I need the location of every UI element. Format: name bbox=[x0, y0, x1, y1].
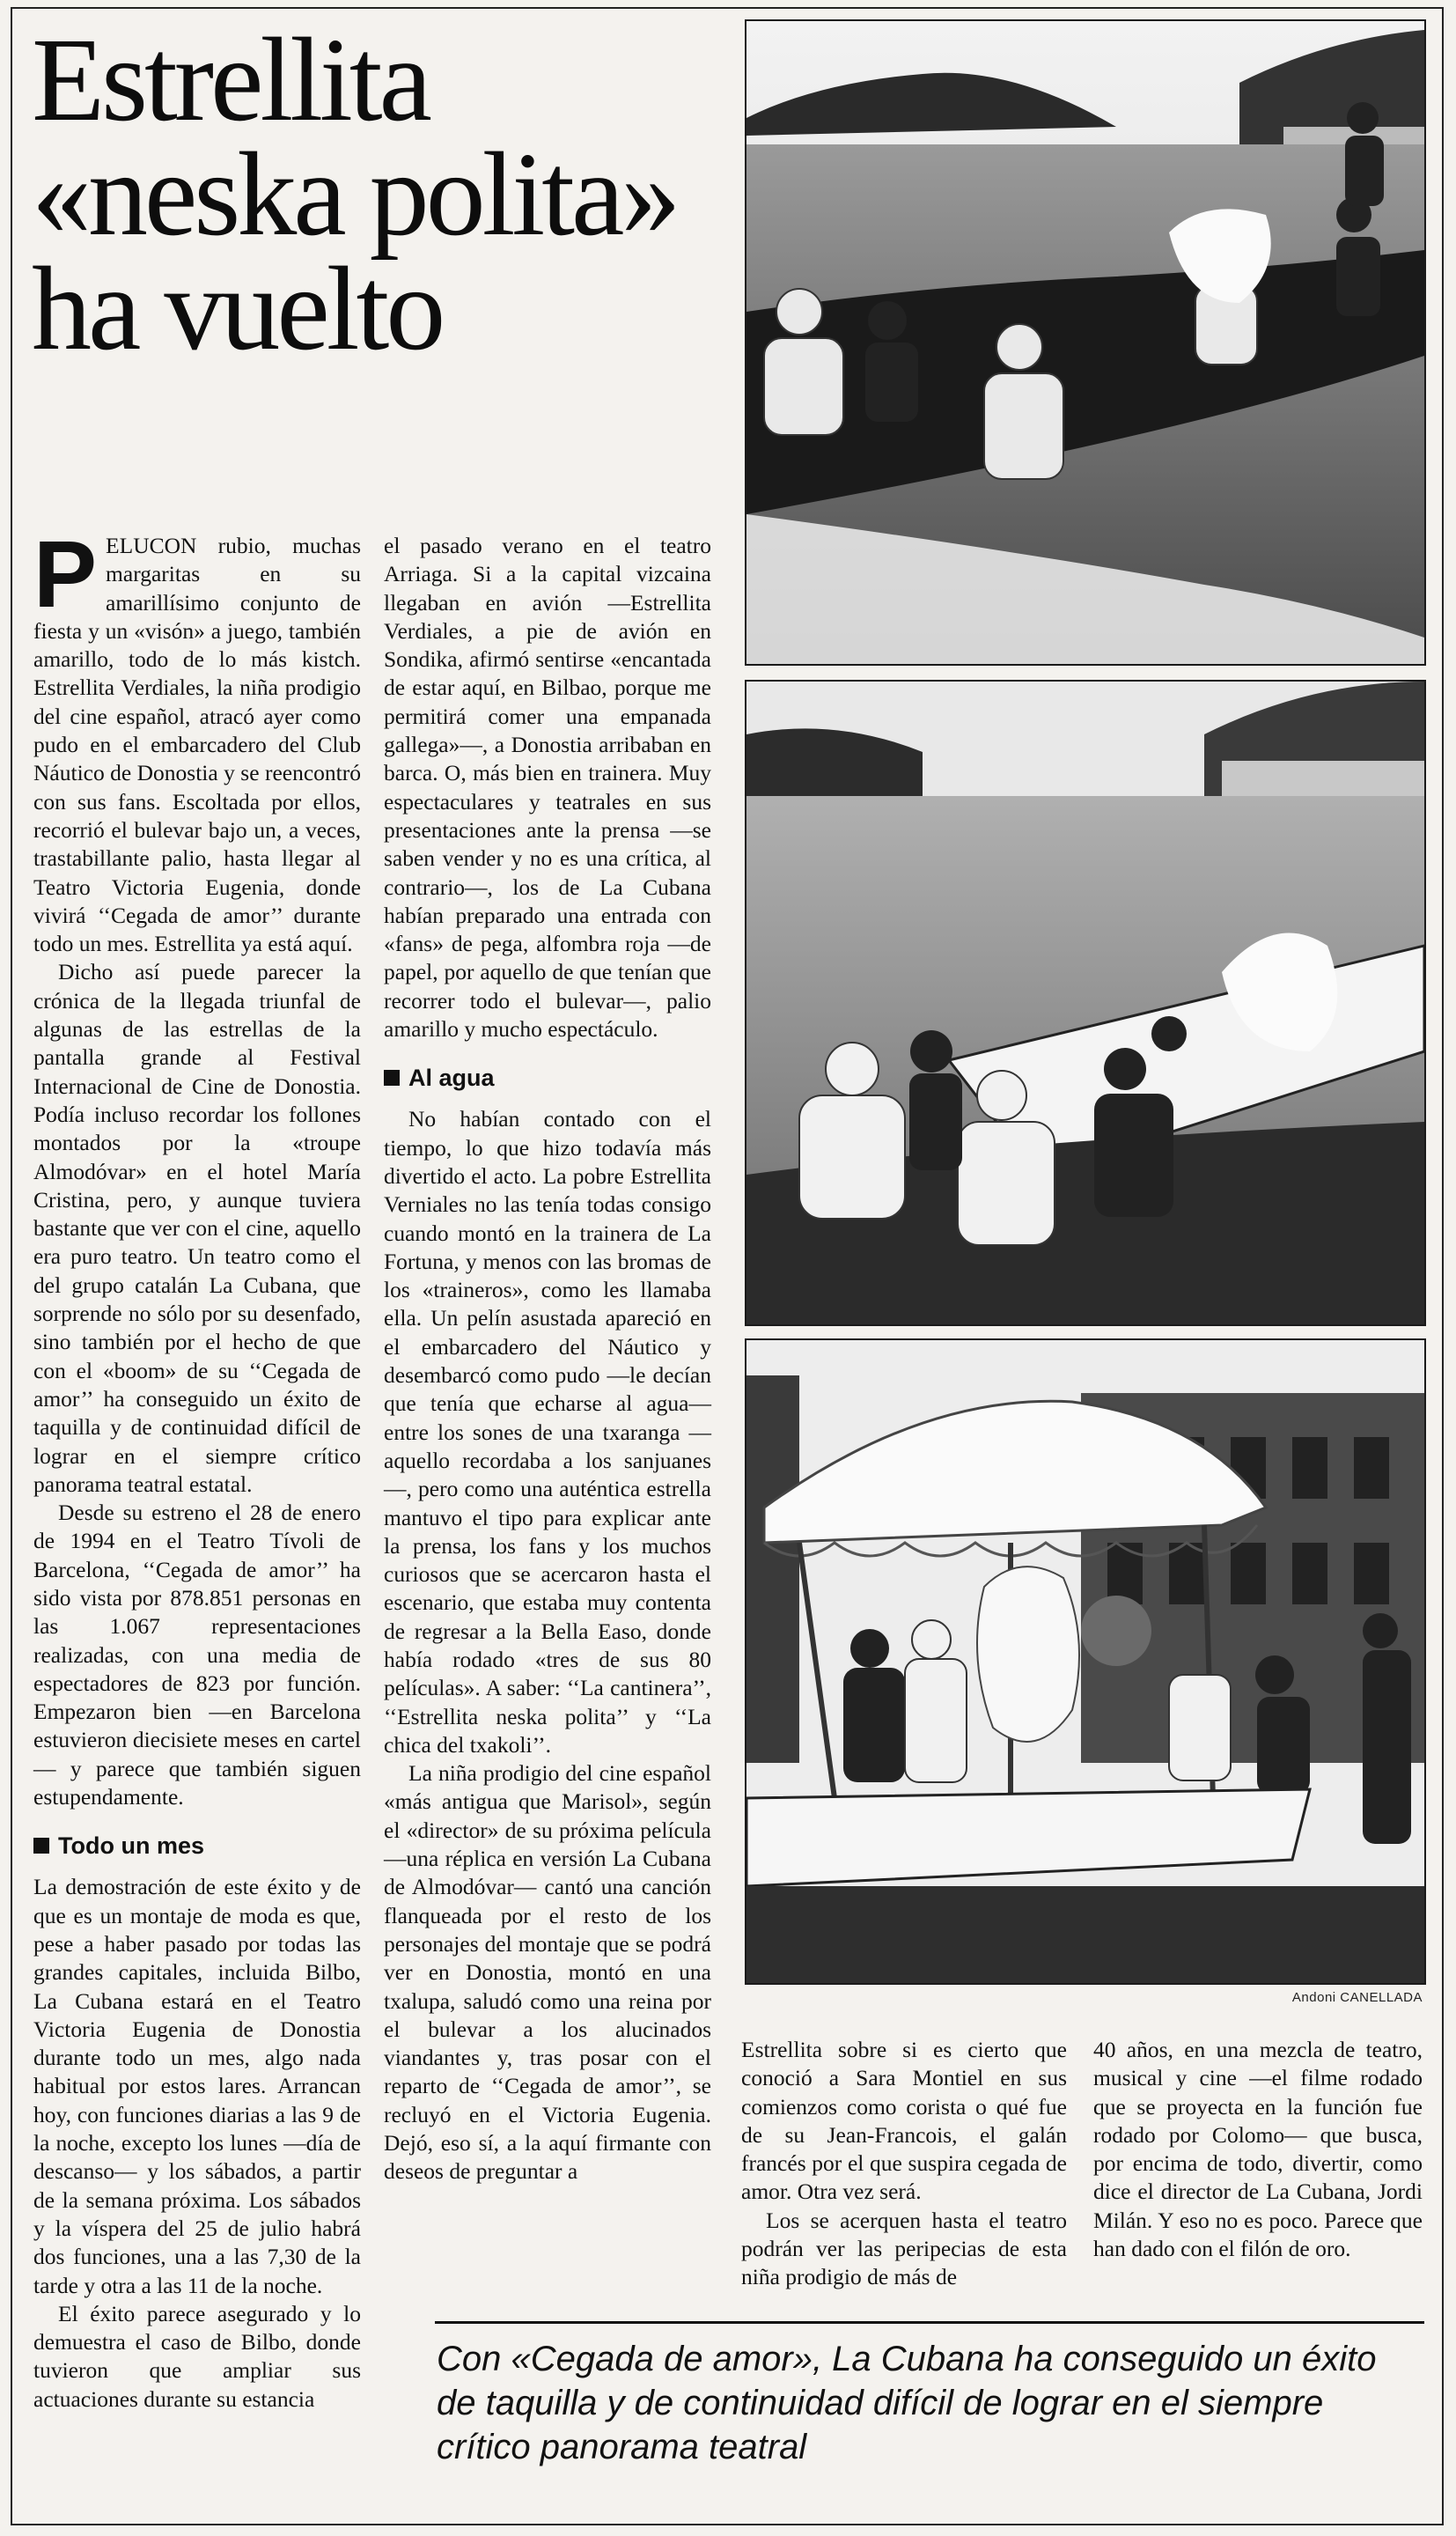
photo-trainera bbox=[745, 680, 1426, 1326]
paragraph-8: La niña prodigio del cine español «más antigua que Marisol», según el «director» de su próxima película —una réplica en versión La Cubana de Almodóvar— cantó una canción flanqueada por el resto de los personajes del montaje que se podrá ver en Donostia, montó en una txalupa, saludó como una reina por el bulevar a los alucinados viandantes y, tras posar con el reparto de ‘‘Cegada de amor’’, se recluyó en el Victoria Eugenia. Dejó, eso sí, a la aquí firmante con deseos de preguntar a bbox=[384, 1760, 711, 2185]
paragraph-4: La demostración de este éxito y de que es un montaje de moda es que, pese a haber pasado por todas las grandes capitales, incluida Bilbo, La Cubana estará en el Teatro Victoria Eugenia de Donostia durante todo un mes, algo nada habitual por estos lares. Arrancan hoy, con funciones diarias a las 9 de la noche, excepto los lunes —día de descanso— y los sábados, a partir de la semana próxima. Los sábados y la víspera del 25 de julio habrá dos funciones, una a las 7,30 de la tarde y otra a las 11 de la noche. bbox=[33, 1874, 361, 2298]
subhead-al-agua: Al agua bbox=[384, 1063, 711, 1093]
pull-quote-rule bbox=[435, 2321, 1424, 2324]
article-column-2 bbox=[384, 532, 711, 2186]
headline-line-2: «neska polita» bbox=[32, 129, 678, 261]
article-column-1 bbox=[33, 520, 361, 2414]
photo-parasol-boat bbox=[745, 1338, 1426, 1985]
lead-paragraph: PELUCON rubio, muchas margaritas en su amarillísimo conjunto de fiesta y un «visón» a juego, también amarillo, todo de lo más kistch. Estrellita Verdiales, la niña prodigio del cine español, atracó ayer como pudo en el embarcadero del Club Náutico de Donostia y se reencontró con sus fans. Escoltada por ellos, recorrió el bulevar bajo un, a veces, trastabillante palio, hasta llegar al Teatro Victoria Eugenia, donde vivirá ‘‘Cegada de amor’’ durante todo un mes. Estrellita ya está aquí. bbox=[33, 520, 361, 957]
bullet-square-icon bbox=[384, 1070, 400, 1086]
article-column-4 bbox=[1093, 2036, 1423, 2263]
photo-boat-landing bbox=[745, 19, 1426, 666]
bullet-square-icon bbox=[33, 1838, 49, 1854]
paragraph-2: Dicho así puede parecer la crónica de la llegada triunfal de algunas de las estrellas de la pantalla grande al Festival Internacional de Cine de Donostia. Podía incluso recordar los follones montados por la «troupe Almodóvar» en el hotel María Cristina, pero, y aunque tuviera bastante que ver con el cine, aquello era puro teatro. Un teatro como el del grupo catalán La Cubana, que sorprende no sólo por su desenfado, sino también por el hecho de que con el «boom» de su ‘‘Cegada de amor’’ ha conseguido un éxito de taquilla y de continuidad difícil de lograr en el siempre crítico panorama teatral estatal. bbox=[33, 959, 361, 1497]
headline-line-3: ha vuelto bbox=[32, 243, 443, 375]
paragraph-11: 40 años, en una mezcla de teatro, musical y cine —el filme rodado que se proyecta en la función fue rodado por Colomo— que busca, por encima de todo, divertir, como dice el director de La Cubana, Jordi Milán. Y eso no es poco. Parece que han dado con el filón de oro. bbox=[1093, 2037, 1423, 2262]
paragraph-10: Los se acerquen hasta el teatro podrán ver las peripecias de esta niña prodigio de más de bbox=[741, 2207, 1067, 2290]
drop-cap: P bbox=[33, 520, 98, 627]
pull-quote: Con «Cegada de amor», La Cubana ha conseguido un éxito de taquilla y de continuidad difícil de lograr en el siempre crítico panorama teatral bbox=[437, 2340, 1377, 2466]
paragraph-5: El éxito parece asegurado y lo demuestra el caso de Bilbo, donde tuvieron que ampliar sus actuaciones durante su estancia bbox=[33, 2300, 361, 2412]
subhead-todo-un-mes: Todo un mes bbox=[33, 1831, 361, 1861]
paragraph-7: No habían contado con el tiempo, lo que hizo todavía más divertido el acto. La pobre Estrellita Verniales no las tenía todas consigo cuando montó en la trainera de La Fortuna, y menos con las bromas de los «traineros», como les llamaba ella. Un pelín asustada apareció en el embarcadero del Náutico y desembarcó como pudo —le decían que tenía que echarse al agua— entre los sones de una txaranga —aquello recordaba a los sanjuanes—, pero como una auténtica estrella mantuvo el tipo para explicar ante la prensa, los fans y los muchos curiosos que se acercaron hasta el escenario, que estaba muy contenta de regresar a la Bella Easo, donde había rodado «tres de sus 80 películas». A saber: ‘‘La cantinera’’, ‘‘Estrellita neska polita’’ y ‘‘La chica del txakoli’’. bbox=[384, 1106, 711, 1758]
headline bbox=[32, 14, 727, 375]
photo-credit: Andoni CANELLADA bbox=[1291, 1990, 1423, 2005]
headline-line-1: Estrellita bbox=[32, 14, 429, 146]
paragraph-3: Desde su estreno el 28 de enero de 1994 en el Teatro Tívoli de Barcelona, ‘‘Cegada de amor’’ ha sido vista por 878.851 personas en las 1.067 representaciones realizadas, con una media de espectadores de 823 por función. Empezaron bien —en Barcelona estuvieron diecisiete meses en cartel— y parece que también siguen estupendamente. bbox=[33, 1500, 361, 1810]
paragraph-6: el pasado verano en el teatro Arriaga. Si a la capital vizcaina llegaban en avión —Estrellita Verdiales, a pie de avión en Sondika, afirmó sentirse «encantada de estar aquí, en Bilbao, porque me permitirá comer una empanada gallega»—, a Donostia arribaban en barca. O, más bien en trainera. Muy espectaculares y teatrales en sus presentaciones ante la prensa —se saben vender y no es una crítica, al contrario—, los de La Cubana habían preparado una entrada con «fans» de pega, alfombra roja —de papel, por aquello de que tenían que recorrer todo el bulevar—, palio amarillo y mucho espectáculo. bbox=[384, 533, 711, 1043]
paragraph-9: Estrellita sobre si es cierto que conoció a Sara Montiel en sus comienzos como corista o qué fue de su Jean-Francois, el galán francés por el que suspira cegada de amor. Otra vez será. bbox=[741, 2037, 1067, 2205]
article-column-3 bbox=[741, 2036, 1067, 2292]
